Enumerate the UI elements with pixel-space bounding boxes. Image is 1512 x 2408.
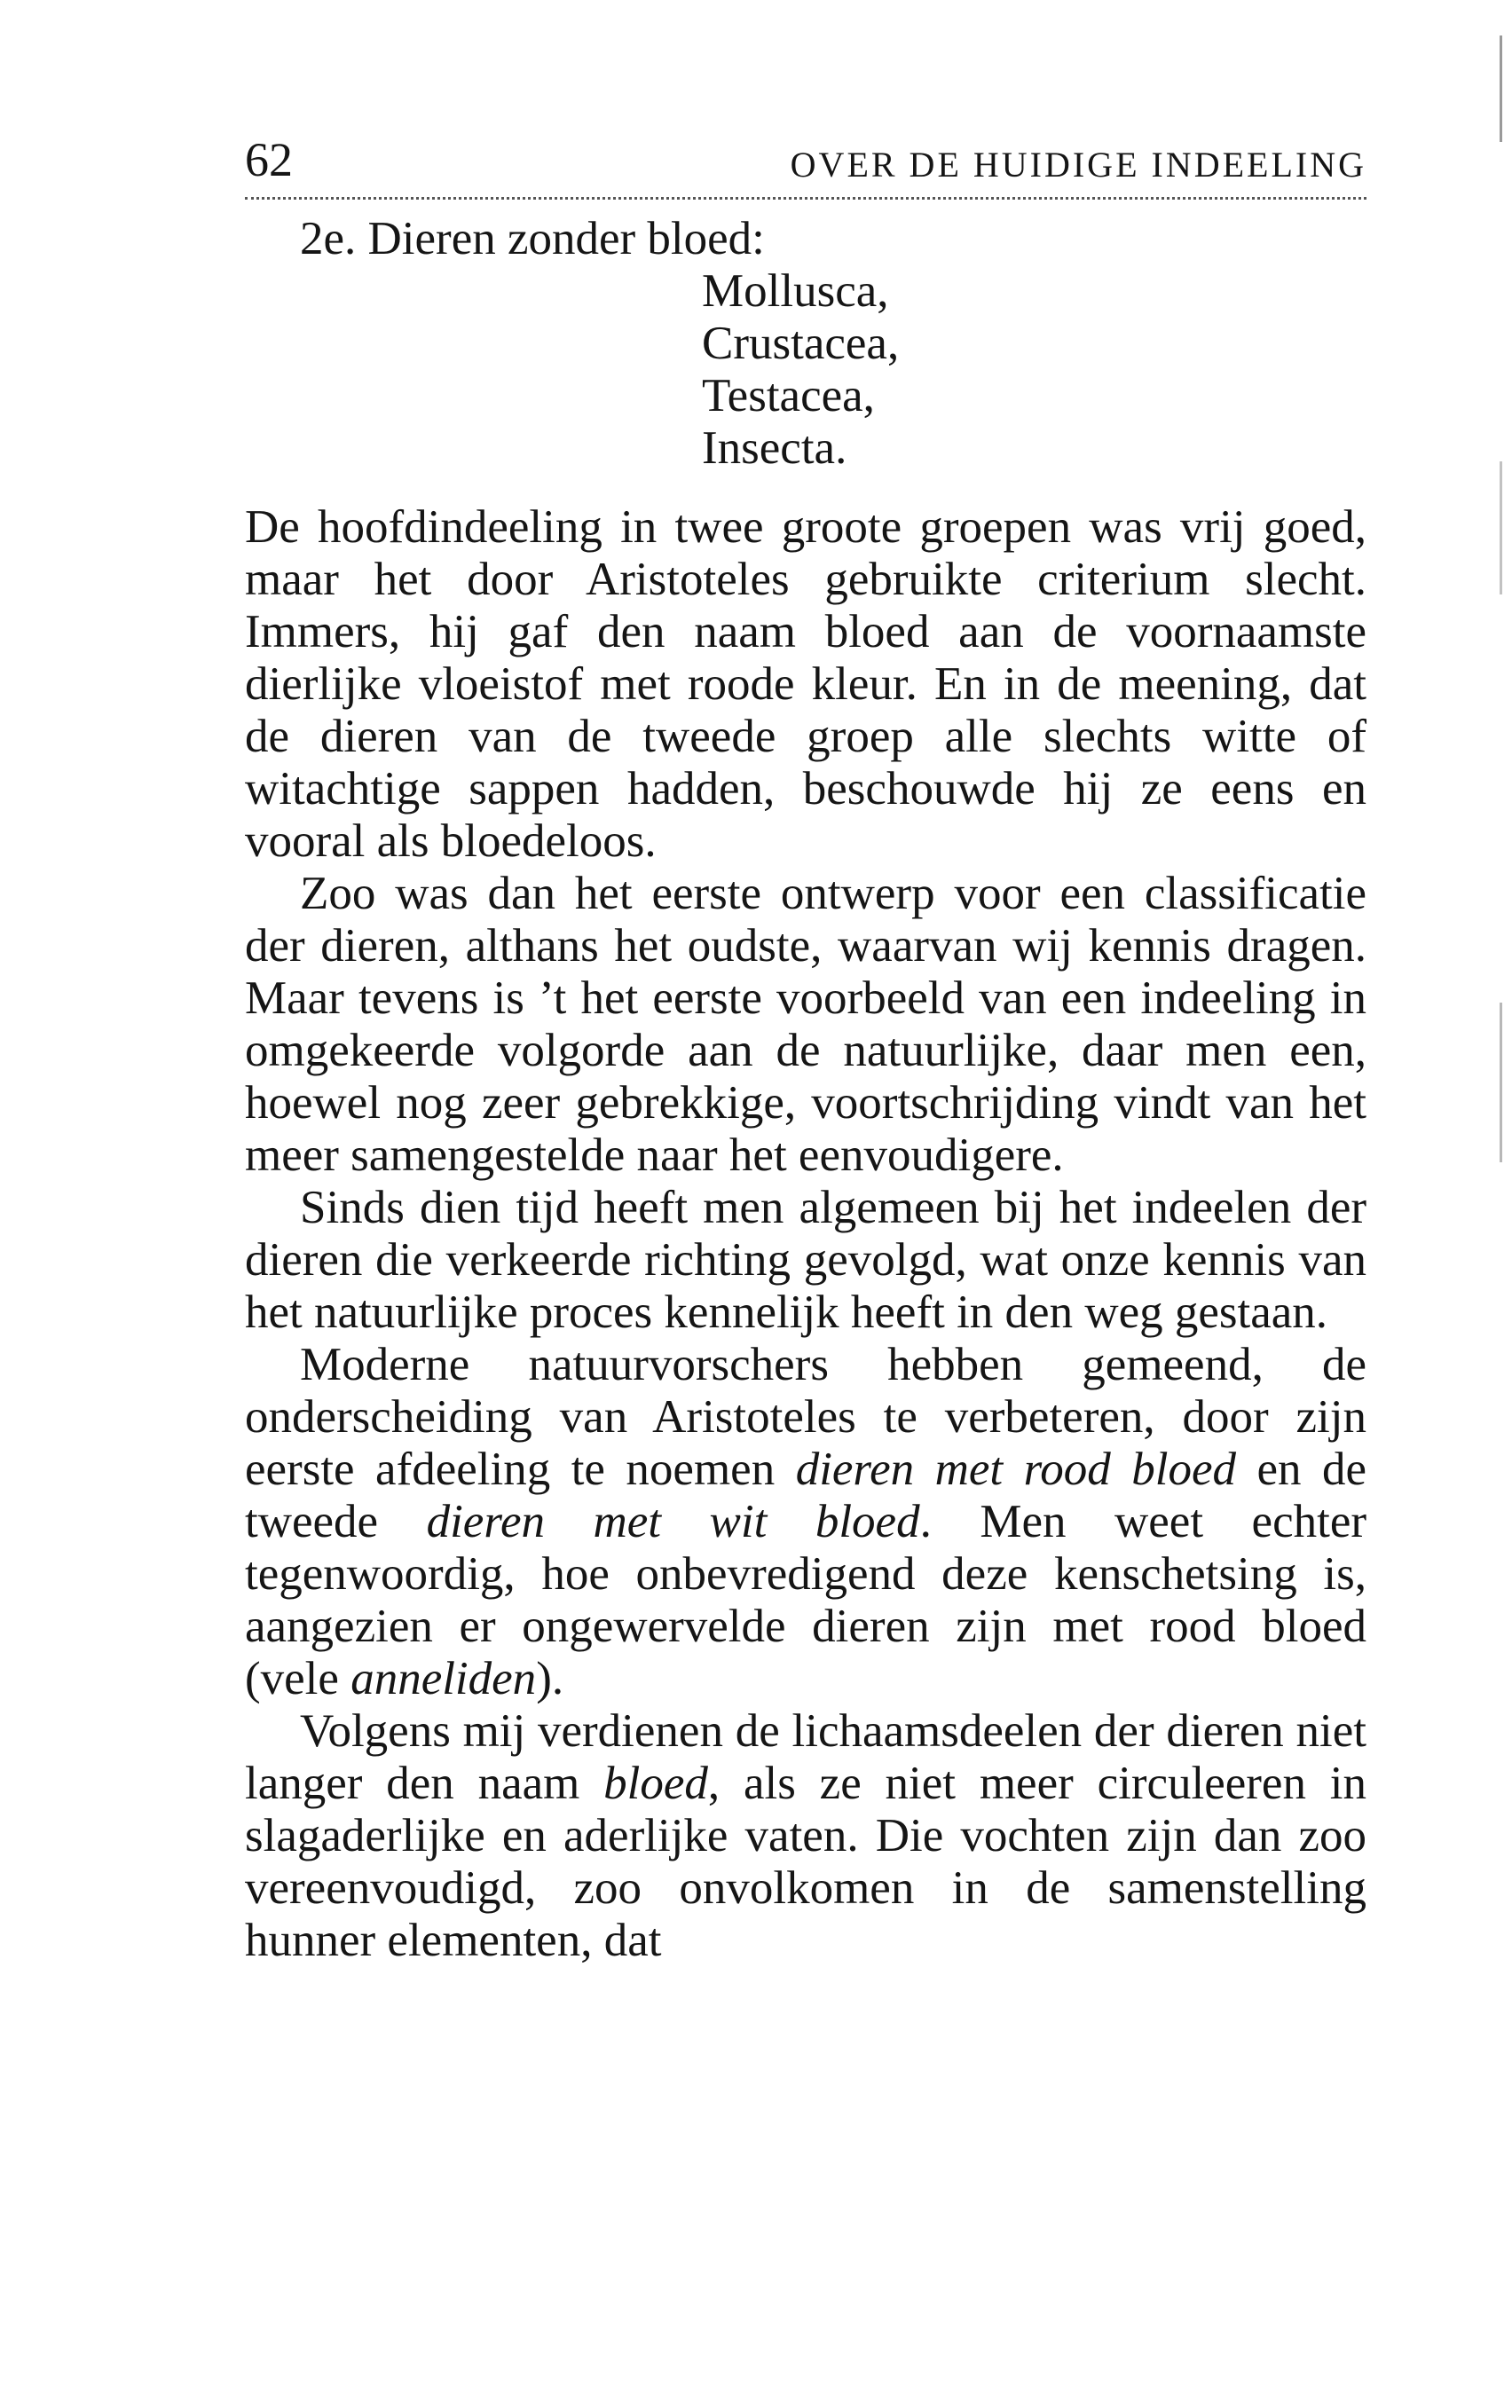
text-run: ). bbox=[536, 1653, 564, 1704]
scan-edge-mark bbox=[1500, 461, 1502, 594]
italic-term: bloed bbox=[603, 1758, 708, 1809]
text-run: De hoofdindeeling in twee groote groepen was vrij goed, maar het door Aristoteles gebruikte criterium slecht. Immers, hij gaf den naam bloed aan de voornaamste dierlijke vloeistof met roode kleur. En in de meening, dat de dieren van de tweede groep alle slechts witte of witachtige sappen hadden, beschouwde hij ze eens en vooral als bloedeloos. bbox=[245, 501, 1366, 867]
paragraph bbox=[245, 501, 1366, 868]
scan-edge-mark bbox=[1500, 1003, 1502, 1162]
header-dotted-rule bbox=[245, 197, 1366, 200]
taxa-item: Mollusca, bbox=[702, 265, 889, 317]
paragraph bbox=[245, 1182, 1366, 1339]
taxa-item: Crustacea, bbox=[702, 318, 900, 369]
paragraph bbox=[245, 868, 1366, 1182]
text-run: Zoo was dan het eerste ontwerp voor een classificatie der dieren, althans het oudste, waarvan wij kennis dragen. Maar tevens is ’t het eerste voorbeeld van een indeeling in omgekeerde volgorde aan de natuurlijke, daar men een, hoewel nog zeer gebrekkige, voortschrijding vindt van het meer samengestelde naar het eenvoudigere. bbox=[245, 868, 1366, 1181]
paragraphs bbox=[245, 501, 1366, 1967]
body-text bbox=[245, 213, 1366, 1967]
text-run: Volgens mij verdienen de lichaamsdeelen der dieren niet langer den naam bbox=[245, 1705, 1366, 1809]
taxa-item: Testacea, bbox=[702, 370, 875, 421]
intro-line: 2e. Dieren zonder bloed: bbox=[300, 213, 765, 264]
page-header bbox=[245, 124, 1366, 195]
page-number: 62 bbox=[245, 133, 293, 186]
paragraph bbox=[245, 1705, 1366, 1967]
italic-term: dieren met rood bloed bbox=[795, 1444, 1236, 1495]
text-run: en de tweede bbox=[245, 1444, 1366, 1547]
italic-term: dieren met wit bloed bbox=[426, 1496, 920, 1547]
taxa-list bbox=[702, 265, 1366, 475]
scan-edge-mark bbox=[1500, 35, 1502, 142]
text-run: . Men weet echter tegenwoordig, hoe onbevredigend deze kenschetsing is, aangezien er ongewervelde dieren zijn met rood bloed (vele bbox=[245, 1496, 1366, 1704]
text-run: , als ze niet meer circuleeren in slagaderlijke en aderlijke vaten. Die vochten zijn dan zoo vereenvoudigd, zoo onvolkomen in de samenstelling hunner elementen, dat bbox=[245, 1758, 1366, 1966]
taxa-item: Insecta. bbox=[702, 422, 847, 474]
text-run: Moderne natuurvorschers hebben gemeend, de onderscheiding van Aristoteles te verbeteren, door zijn eerste afdeeling te noemen bbox=[245, 1339, 1366, 1495]
text-run: Sinds dien tijd heeft men algemeen bij het indeelen der dieren die verkeerde richting gevolgd, wat onze kennis van het natuurlijke proces kennelijk heeft in den weg gestaan. bbox=[245, 1182, 1366, 1338]
paragraph bbox=[245, 1339, 1366, 1705]
italic-term: anneliden bbox=[350, 1653, 537, 1704]
running-head: OVER DE HUIDIGE INDEELING bbox=[790, 145, 1366, 185]
